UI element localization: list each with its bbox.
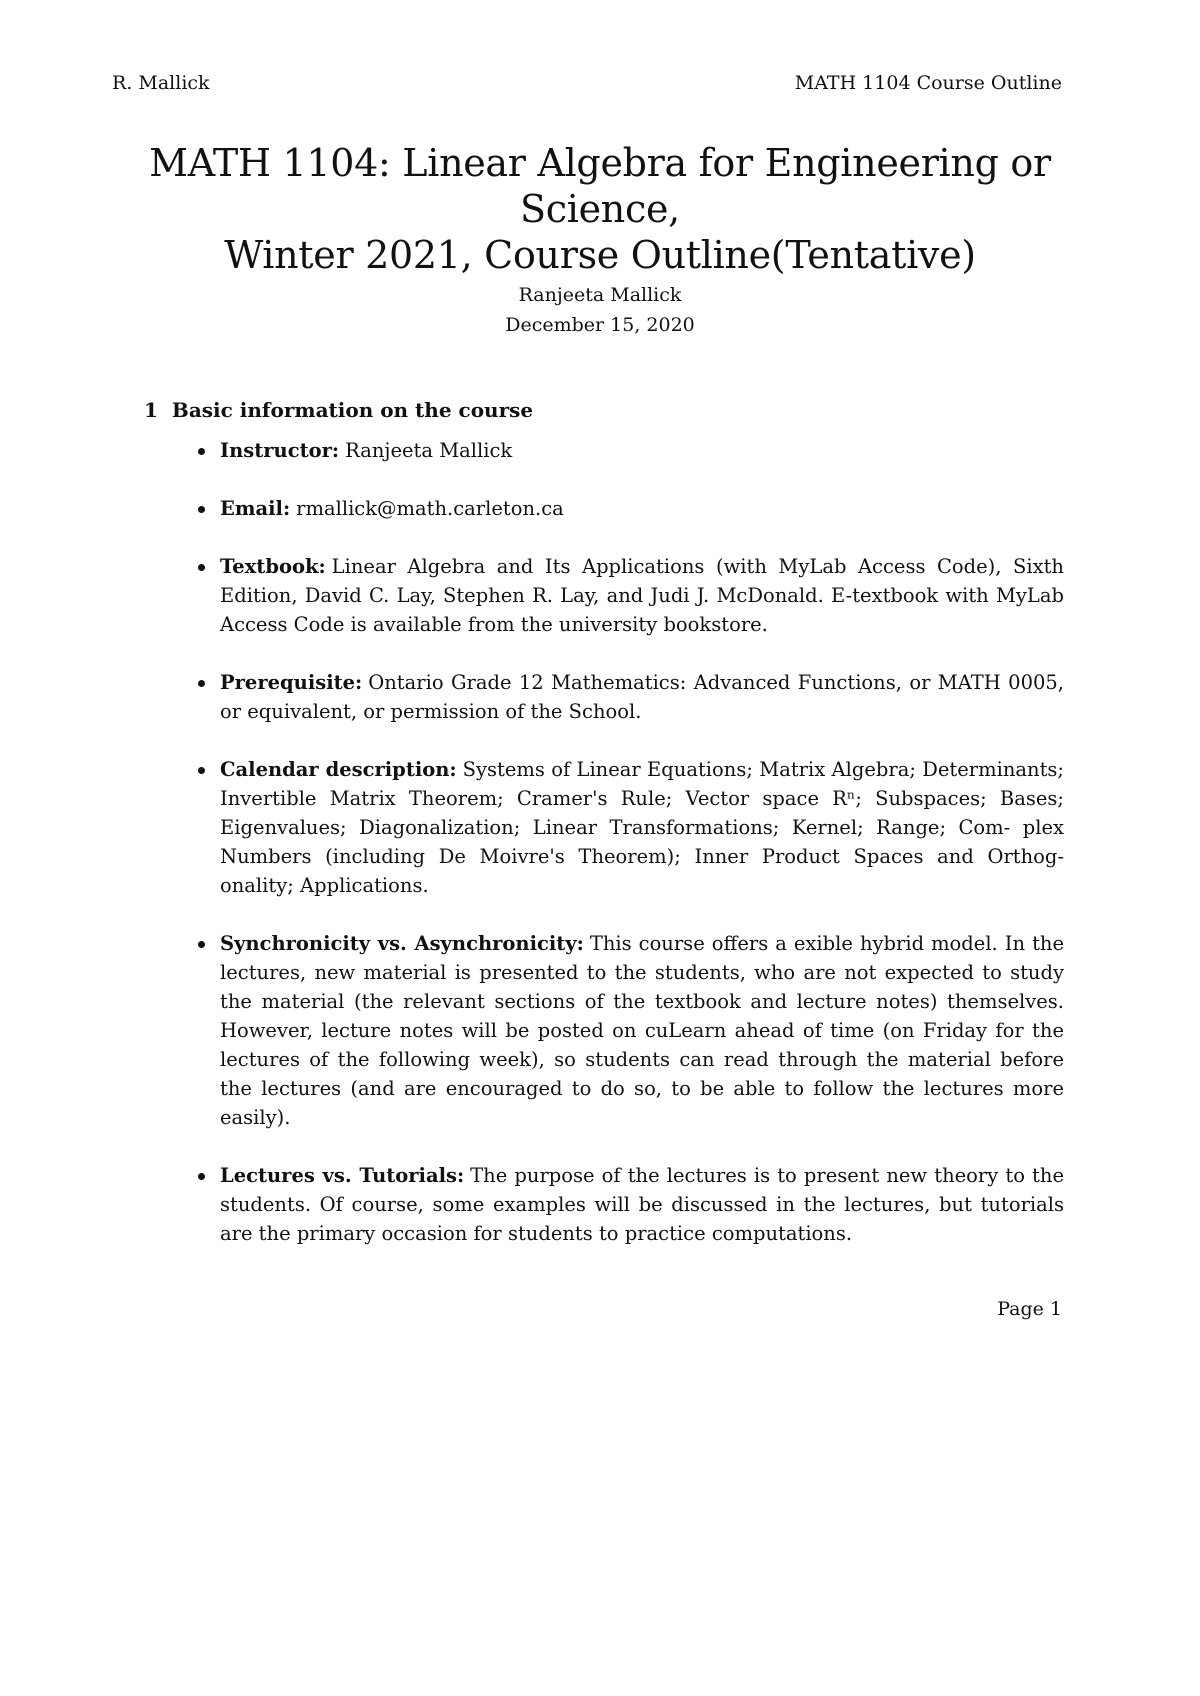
list-item-instructor (196, 436, 1064, 465)
running-header (112, 72, 1062, 100)
title-line-2: Winter 2021, Course Outline(Tentative) (224, 233, 976, 277)
page-number: Page 1 (997, 1298, 1062, 1320)
author-block (100, 280, 1100, 340)
item-text: rmallick@math.carleton.ca (296, 497, 564, 520)
bullet-icon (198, 506, 205, 513)
section-basic-info (144, 398, 1064, 1277)
item-label: Textbook: (220, 555, 326, 578)
list-item-lectures-tutorials (196, 1161, 1064, 1248)
item-text: The purpose of the lectures is to present new theory to the students. Of course, some examples will be discussed in the lectures, but tutorials are the primary occasion for students to practice computations. (220, 1164, 1064, 1245)
list-item-email (196, 494, 1064, 523)
list-item-textbook (196, 552, 1064, 639)
title-line-1: MATH 1104: Linear Algebra for Engineering or Science, (149, 141, 1051, 231)
item-label: Prerequisite: (220, 671, 363, 694)
item-label: Lectures vs. Tutorials: (220, 1164, 465, 1187)
item-text: This course offers a exible hybrid model. In the lectures, new material is presented to the students, who are not expected to study the material (the relevant sections of the textbook and lecture notes) themselves. However, lecture notes will be posted on cuLearn ahead of time (on Friday for the lectures of the following week), so students can read through the material before the lectures (and are encouraged to do so, to be able to follow the lectures more easily). (220, 932, 1065, 1129)
bullet-icon (198, 941, 205, 948)
item-label: Calendar description: (220, 758, 457, 781)
section-heading (144, 398, 1064, 422)
item-text: Ontario Grade 12 Mathematics: Advanced Functions, or MATH 0005, or equivalent, or permission of the School. (220, 671, 1064, 723)
author-name: Ranjeeta Mallick (518, 284, 682, 306)
info-list (196, 436, 1064, 1248)
item-text: Systems of Linear Equations; Matrix Algebra; Determinants; Invertible Matrix Theorem; Cramer's Rule; Vector space Rⁿ; Subspaces; Bases; Eigenvalues; Diagonalization; Linear Transformations; Kernel; Range; Com- plex Numbers (including De Moivre's Theorem); Inner Product Spaces and Orthog- onality; Applications. (220, 758, 1064, 897)
item-label: Synchronicity vs. Asynchronicity: (220, 932, 584, 955)
list-item-calendar-description (196, 755, 1064, 900)
bullet-icon (198, 680, 205, 687)
section-number: 1 (144, 398, 158, 422)
bullet-icon (198, 767, 205, 774)
bullet-icon (198, 1173, 205, 1180)
list-item-synchronicity (196, 929, 1064, 1132)
item-text: Linear Algebra and Its Applications (with MyLab Access Code), Sixth Edition, David C. Lay, Stephen R. Lay, and Judi J. McDonald. E-textbook with MyLab Access Code is available from the university bookstore. (220, 555, 1064, 636)
bullet-icon (198, 564, 205, 571)
document-date: December 15, 2020 (505, 314, 695, 336)
document-title (100, 140, 1100, 278)
item-text: Ranjeeta Mallick (345, 439, 513, 462)
item-label: Instructor: (220, 439, 340, 462)
item-label: Email: (220, 497, 291, 520)
section-title: Basic information on the course (171, 398, 534, 422)
list-item-prerequisite (196, 668, 1064, 726)
bullet-icon (198, 448, 205, 455)
header-course: MATH 1104 Course Outline (794, 72, 1062, 94)
header-author: R. Mallick (112, 72, 210, 94)
